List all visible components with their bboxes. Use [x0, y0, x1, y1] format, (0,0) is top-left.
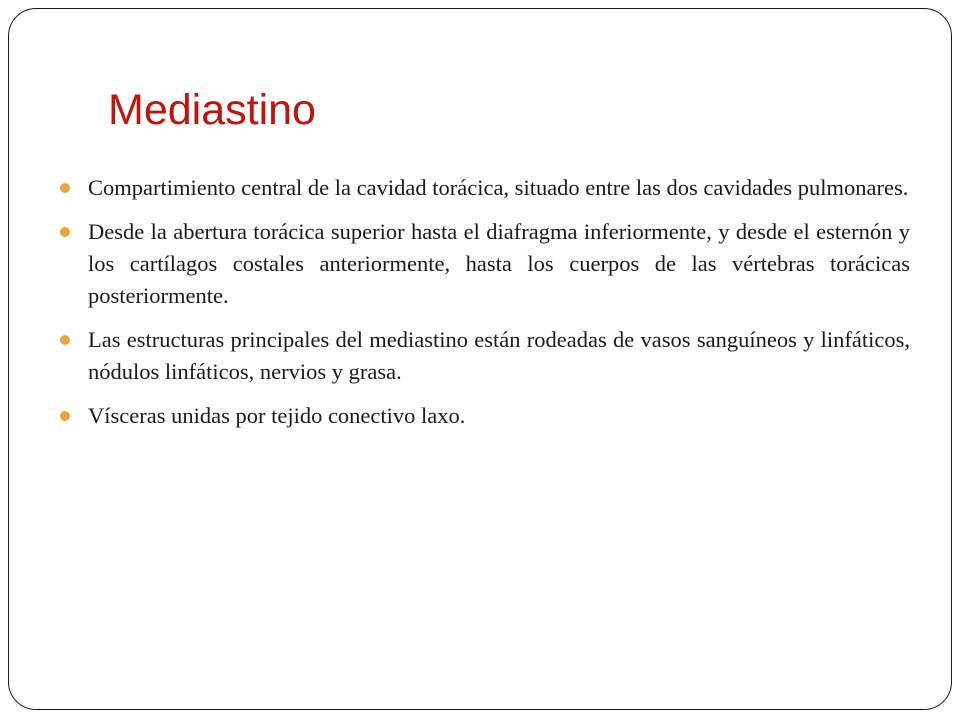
bullet-dot-icon [60, 411, 70, 421]
bullet-item [60, 216, 910, 312]
bullet-dot-icon [60, 183, 70, 193]
bullet-dot-icon [60, 335, 70, 345]
bullet-text: Las estructuras principales del mediastino están rodeadas de vasos sanguíneos y linfáticos, nódulos linfáticos, nervios y grasa. [88, 327, 910, 384]
bullet-text: Desde la abertura torácica superior hasta el diafragma inferiormente, y desde el esternón y los cartílagos costales anteriormente, hasta los cuerpos de las vértebras torácicas posteriormente. [88, 219, 910, 308]
bullet-list [60, 172, 910, 444]
bullet-dot-icon [60, 227, 70, 237]
bullet-item [60, 400, 910, 432]
bullet-text: Vísceras unidas por tejido conectivo laxo. [88, 403, 466, 428]
slide-title: Mediastino [108, 86, 316, 134]
bullet-item [60, 172, 910, 204]
bullet-item [60, 324, 910, 388]
bullet-text: Compartimiento central de la cavidad torácica, situado entre las dos cavidades pulmonares. [88, 175, 909, 200]
